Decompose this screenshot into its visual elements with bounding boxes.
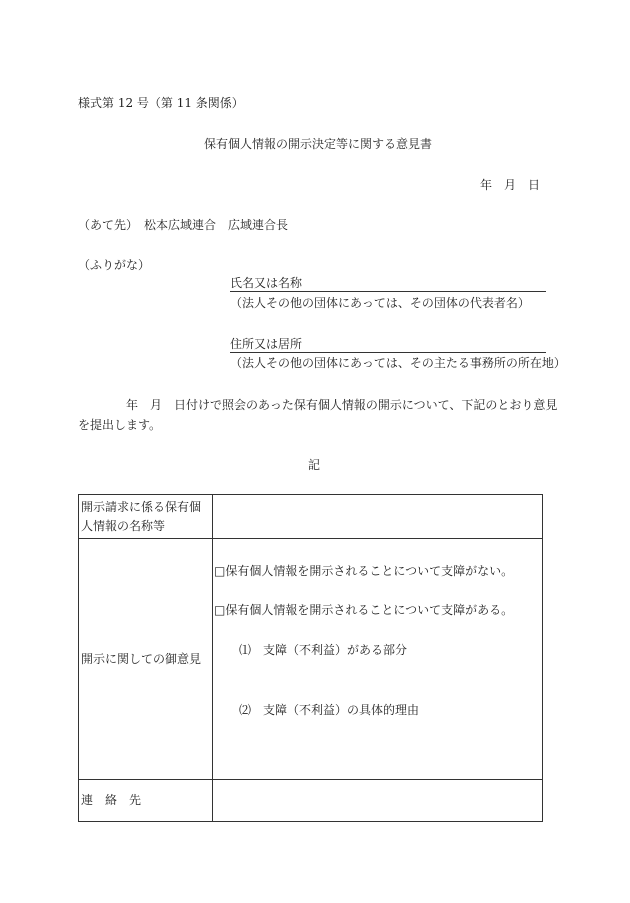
request-info-label-cell xyxy=(79,495,213,539)
ki-heading: 記 xyxy=(308,458,321,472)
contact-label: 連 絡 先 xyxy=(81,793,142,807)
request-info-value-cell[interactable] xyxy=(213,495,543,539)
name-note: （法人その他の団体にあっては、その団体の代表者名） xyxy=(230,296,530,310)
name-label: 氏名又は名称 xyxy=(230,276,303,290)
table-row xyxy=(79,780,543,822)
contact-value-cell[interactable] xyxy=(213,780,543,822)
form-number: 様式第 12 号（第 11 条関係） xyxy=(78,96,244,110)
furigana-label: （ふりがな） xyxy=(78,258,151,272)
option-has-objection[interactable]: □保有個人情報を開示されることについて支障がある。 xyxy=(214,603,514,617)
opinion-label-cell xyxy=(79,539,213,780)
sub-item-affected-part: ⑴ 支障（不利益）がある部分 xyxy=(239,643,408,657)
table-row xyxy=(79,495,543,539)
address-label: 住所又は居所 xyxy=(230,337,303,351)
opinion-table xyxy=(78,494,543,822)
table-row xyxy=(79,539,543,780)
opinion-value-cell[interactable] xyxy=(213,539,543,780)
contact-label-cell xyxy=(79,780,213,822)
address-underline xyxy=(230,352,546,353)
body-text-line1: 年 月 日付けで照会のあった保有個人情報の開示について、下記のとおり意見 xyxy=(126,398,558,412)
addressee: （あて先） 松本広域連合 広域連合長 xyxy=(78,218,289,232)
name-underline xyxy=(230,291,546,292)
sub-item-specific-reason: ⑵ 支障（不利益）の具体的理由 xyxy=(239,703,420,717)
address-note: （法人その他の団体にあっては、その主たる事務所の所在地） xyxy=(230,356,566,370)
option-no-objection[interactable]: □保有個人情報を開示されることについて支障がない。 xyxy=(214,564,514,578)
request-info-label: 開示請求に係る保有個人情報の名称等 xyxy=(81,499,202,533)
body-text-line2: を提出します。 xyxy=(78,418,162,432)
opinion-label: 開示に関しての御意見 xyxy=(81,651,202,666)
date-line: 年 月 日 xyxy=(480,178,541,192)
document-title: 保有個人情報の開示決定等に関する意見書 xyxy=(204,137,433,151)
